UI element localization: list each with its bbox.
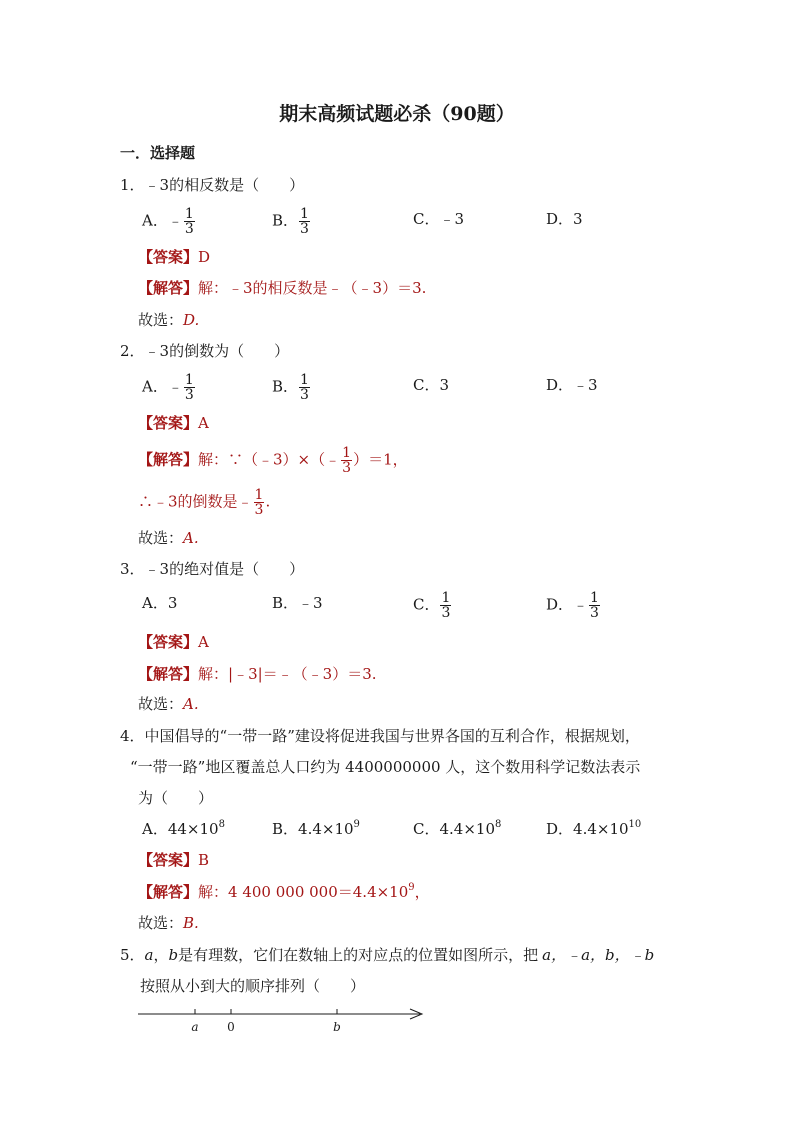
- question-4-stem-line3: 为（ ）: [138, 789, 214, 807]
- question-4-stem-line1: 4．中国倡导的“一带一路”建设将促进我国与世界各国的互利合作，根据规划，: [120, 727, 640, 745]
- q3-option-d: D．﹣ $\frac{1}{3}$: [546, 590, 599, 621]
- q1-option-d: D．3: [546, 210, 583, 228]
- q4-option-b: B．$4.4\times 10^9$: [272, 819, 360, 838]
- question-5-stem-line2: 按照从小到大的顺序排列（ ）: [140, 977, 366, 995]
- q1-conclusion: 故选：D.: [138, 311, 200, 329]
- number-line-figure: [130, 1000, 440, 1040]
- axis-label-0: 0: [227, 1020, 235, 1034]
- q4-conclusion: 故选：B.: [138, 914, 199, 932]
- question-4-stem-line2: “一带一路”地区覆盖总人口约为 4400000000 人，这个数用科学记数法表示: [130, 758, 641, 776]
- question-5-stem-line1: 5．a，b是有理数，它们在数轴上的对应点的位置如图所示，把 a，﹣a，b，﹣b: [120, 946, 655, 964]
- q1-option-a: [142, 207, 196, 236]
- question-2-stem: 2．﹣3的倒数为（ ）: [120, 342, 290, 360]
- q2-option-d: D．﹣3: [546, 376, 598, 394]
- q2-option-b-fraction: $\frac{1}{3}$: [300, 372, 309, 403]
- q3-option-c: C． $\frac{1}{3}$: [413, 590, 451, 621]
- q2-answer: 【答案】A: [138, 414, 209, 432]
- q3-conclusion: 故选：A.: [138, 695, 199, 713]
- q4-option-a: A．$44\times 10^8$: [142, 819, 225, 838]
- q2-analysis: 【解答】解：∵（﹣3）×（﹣ $\frac{1}{3}$ ）＝1，: [138, 445, 408, 476]
- q1-option-b-label: B．: [272, 211, 299, 230]
- q2-analysis-fraction: $\frac{1}{3}$: [342, 445, 352, 476]
- q2-conclusion: 故选：A.: [138, 529, 199, 547]
- q2-analysis-line2: ∴﹣3的倒数是﹣ $\frac{1}{3}$ .: [138, 487, 271, 518]
- q1-option-a-label: A．﹣: [142, 211, 183, 230]
- q3-answer: 【答案】A: [138, 633, 209, 651]
- q1-option-b: [272, 207, 311, 236]
- q2-option-b: B． $\frac{1}{3}$: [272, 372, 309, 403]
- section-heading: 一．选择题: [120, 144, 196, 162]
- q3-analysis: 【解答】解：|﹣3|＝﹣（﹣3）＝3.: [138, 665, 377, 683]
- q1-option-b-fraction: $\frac{1}{3}$: [300, 206, 309, 237]
- page-title: 期末高频试题必杀（90题）: [279, 103, 515, 125]
- q4-option-c: C．$4.4\times 10^8$: [413, 819, 502, 838]
- q2-option-a-fraction: $\frac{1}{3}$: [184, 372, 194, 403]
- q3-option-a: A．3: [142, 594, 178, 612]
- q4-answer: 【答案】B: [138, 851, 210, 869]
- q3-option-c-fraction: $\frac{1}{3}$: [441, 590, 451, 621]
- q2-option-c: C．3: [413, 376, 450, 394]
- question-1-stem: 1．﹣3的相反数是（ ）: [120, 176, 305, 194]
- q1-analysis: 【解答】解：﹣3的相反数是﹣（﹣3）＝3.: [138, 279, 427, 297]
- q1-answer: 【答案】D: [138, 248, 211, 266]
- q2-option-a: A．﹣ $\frac{1}{3}$: [142, 372, 194, 403]
- q1-option-c: C．﹣3: [413, 210, 465, 228]
- q3-option-b: B．﹣3: [272, 594, 323, 612]
- axis-label-b: b: [333, 1020, 341, 1034]
- q4-analysis: 【解答】解：4 400 000 $000=4.4\times 10^9$，: [138, 882, 430, 901]
- question-3-stem: 3．﹣3的绝对值是（ ）: [120, 560, 305, 578]
- q1-option-a-fraction: $\frac{1}{3}$: [184, 206, 194, 237]
- q2-line2-fraction: $\frac{1}{3}$: [254, 487, 264, 518]
- axis-label-a: a: [191, 1020, 199, 1034]
- q3-option-d-fraction: $\frac{1}{3}$: [590, 590, 599, 621]
- q4-option-d: D．$4.4\times 10^{10}$: [546, 819, 642, 838]
